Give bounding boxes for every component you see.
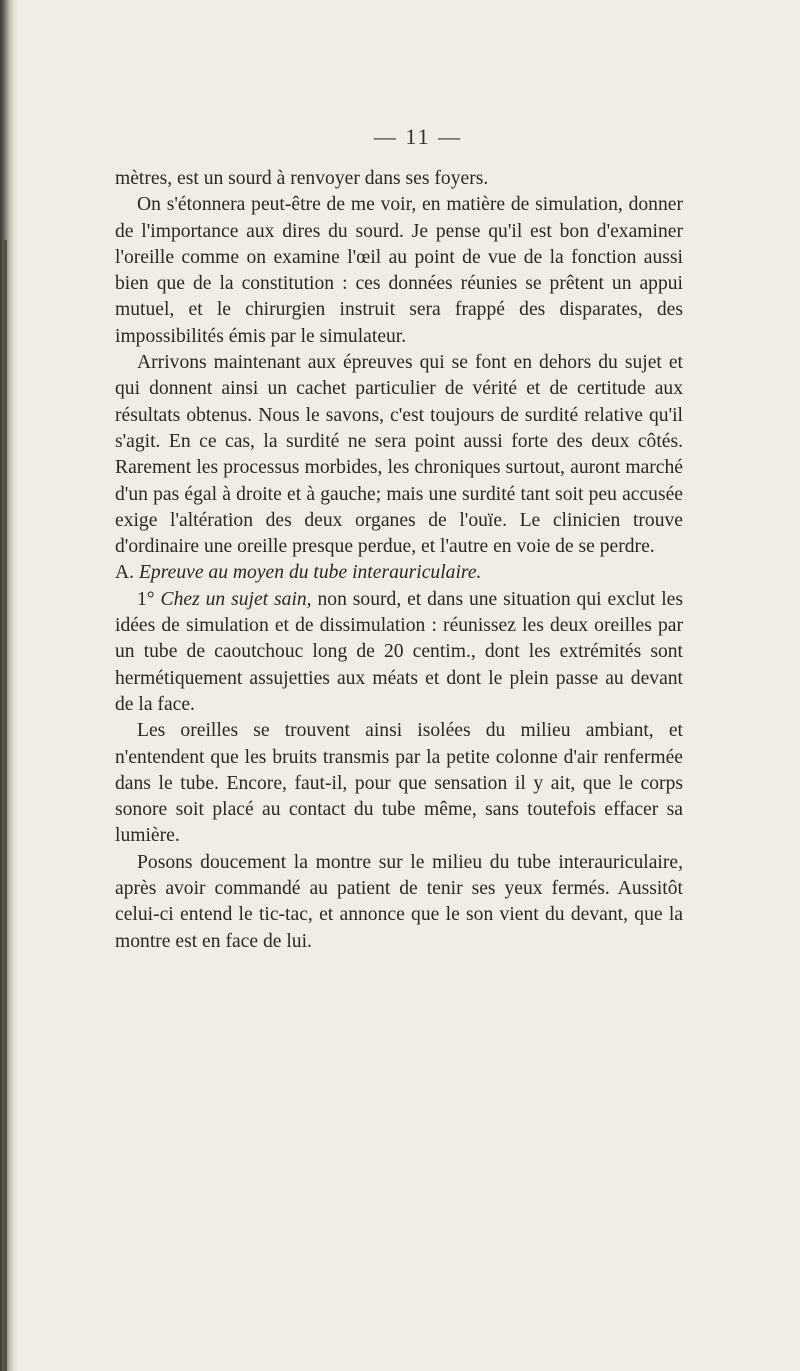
paragraph: Arrivons maintenant aux épreuves qui se font en dehors du sujet et qui donnent ainsi un cachet particulier de vérité et de certitude aux résultats obtenus. Nous le savons, c'est toujours de surdité relative qu'il s'agit. En ce cas, la surdité ne sera point aussi forte des deux côtés. Rarement les processus morbides, les chroniques surtout, auront marché d'un pas égal à droite et à gauche; mais une surdité tant soit peu accusée exige l'altération des deux organes de l'ouïe. Le clinicien trouve d'ordinaire une oreille presque perdue, et l'autre en voie de se perdre. — [115, 352, 683, 558]
numbered-item — [115, 587, 683, 718]
item-lead: Chez un sujet sain, — [160, 588, 312, 610]
page-number: — 11 — — [373, 124, 463, 149]
item-number: 1° — [137, 588, 155, 610]
paragraph-continuation: mètres, est un sourd à renvoyer dans ses foyers. — [115, 168, 489, 189]
section-heading — [115, 560, 683, 586]
body-text — [115, 166, 683, 955]
paragraph: Posons doucement la montre sur le milieu du tube interauriculaire, après avoir commandé au patient de tenir ses yeux fermés. Aussitôt celui-ci entend le tic-tac, et annonce que le son vient du devant, que la montre est en face de lui. — [115, 851, 683, 952]
section-label: A. — [115, 562, 135, 584]
paragraph: Les oreilles se trouvent ainsi isolées du milieu ambiant, et n'entendent que les bruits transmis par la petite colonne d'air renfermée dans le tube. Encore, faut-il, pour que sensation il y ait, que le corps sonore soit placé au contact du tube même, sans toutefois effacer sa lumière. — [115, 720, 683, 847]
binding-edge — [0, 0, 18, 1371]
section-title: Epreuve au moyen du tube interauriculaire. — [138, 562, 482, 584]
item-text: non sourd, et dans une situation qui exclut les idées de simulation et de dissimulation : réunissez les deux oreilles par un tube de caoutchouc long de 20 centim., dont les extrémités sont hermétiquement assujetties aux méats et dont le plein passe au devant de la face. — [115, 588, 683, 715]
paragraph: On s'étonnera peut-être de me voir, en matière de simulation, donner de l'importance aux dires du sourd. Je pense qu'il est bon d'examiner l'oreille comme on examine l'œil au point de vue de la fonction aussi bien que de la constitution : ces données réunies se prêtent un appui mutuel, et le chirurgien instruit sera frappé des disparates, des impossibilités émis par le simulateur. — [115, 194, 683, 347]
